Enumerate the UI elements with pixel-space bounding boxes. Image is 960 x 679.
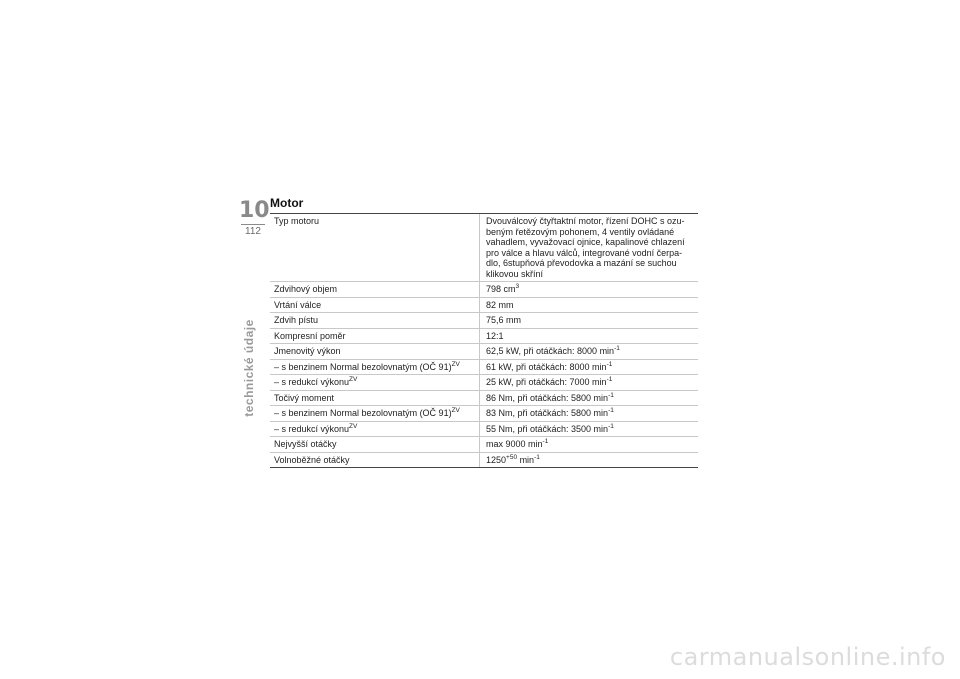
spec-label-text: Volnoběžné otáčky	[274, 454, 350, 465]
spec-row	[270, 214, 698, 282]
spec-label-text: – s benzinem Normal bezolovnatým (OČ 91)	[274, 361, 452, 372]
spec-value-text: 61 kW, při otáčkách: 8000 min	[486, 361, 607, 372]
spec-value	[479, 360, 698, 375]
spec-label	[270, 437, 479, 452]
spec-row	[270, 437, 698, 453]
spec-row	[270, 298, 698, 314]
spec-label	[270, 282, 479, 297]
spec-row	[270, 282, 698, 298]
spec-label-text: – s redukcí výkonu	[274, 423, 350, 434]
spec-value-text: 12:1	[486, 330, 504, 341]
spec-label-superscript: ZV	[349, 376, 358, 383]
spec-label-superscript: ZV	[451, 407, 460, 414]
spec-value	[479, 453, 698, 468]
spec-label	[270, 391, 479, 406]
spec-value-superscript: -1	[608, 391, 614, 399]
spec-label-text: Zdvih pístu	[274, 315, 319, 325]
spec-label-text: Kompresní poměr	[274, 330, 346, 341]
spec-value-text: 798 cm	[486, 284, 516, 294]
spec-value-unit-superscript: -1	[534, 453, 540, 461]
spec-row	[270, 360, 698, 376]
chapter-divider	[241, 224, 265, 225]
spec-value-superscript: -1	[606, 360, 613, 368]
section-title: Motor	[270, 196, 304, 210]
chapter-number: 10	[239, 198, 270, 223]
spec-value-text: 83 Nm, při otáčkách: 5800 min	[486, 408, 609, 418]
spec-row	[270, 406, 698, 422]
spec-label-superscript: ZV	[349, 422, 358, 430]
spec-value-text: 62,5 kW, při otáčkách: 8000 min	[486, 346, 615, 356]
spec-value-superscript: -1	[608, 407, 614, 414]
spec-label-superscript: ZV	[451, 360, 460, 368]
spec-label-text: Jmenovitý výkon	[274, 346, 341, 356]
spec-label-text: Zdvihový objem	[274, 284, 338, 294]
spec-label	[270, 375, 479, 390]
spec-value	[479, 375, 698, 390]
spec-value	[479, 298, 698, 313]
spec-label-text: Točivý moment	[274, 392, 335, 403]
spec-value-superscript: -1	[614, 345, 620, 352]
spec-label-text: – s redukcí výkonu	[274, 377, 350, 387]
spec-value-line: Dvouválcový čtyřtaktní motor, řízení DOHC s ozu-	[486, 216, 685, 226]
spec-row	[270, 329, 698, 345]
spec-value-line: beným řetězovým pohonem, 4 ventily ovládané	[486, 226, 675, 237]
spec-label	[270, 313, 479, 328]
spec-row	[270, 391, 698, 407]
spec-row	[270, 453, 698, 469]
spec-row	[270, 344, 698, 360]
spec-row	[270, 313, 698, 329]
spec-value-line: dlo, 6stupňová převodovka a mazání se suchou	[486, 258, 677, 268]
spec-label	[270, 298, 479, 313]
spec-value-line: klikovou skříní	[486, 268, 544, 279]
spec-value-text: 25 kW, při otáčkách: 7000 min	[486, 377, 607, 387]
spec-row	[270, 375, 698, 391]
spec-label	[270, 360, 479, 375]
spec-value-text: 1250	[486, 454, 507, 465]
spec-value-text: max 9000 min	[486, 439, 543, 449]
spec-value-text: 55 Nm, při otáčkách: 3500 min	[486, 423, 609, 434]
spec-value-text: 82 mm	[486, 299, 514, 310]
spec-value-unit: min	[517, 454, 535, 465]
spec-label-text: Typ motoru	[274, 216, 320, 226]
spec-label	[270, 344, 479, 359]
spec-value-text: 86 Nm, při otáčkách: 5800 min	[486, 392, 609, 403]
spec-value-line: pro válce a hlavu válců, integrované vodní čerpa-	[486, 247, 683, 258]
spec-value-superscript: -1	[608, 422, 614, 430]
spec-row	[270, 422, 698, 438]
spec-value-text: 75,6 mm	[486, 315, 522, 325]
spec-label	[270, 453, 479, 468]
spec-label-text: – s benzinem Normal bezolovnatým (OČ 91)	[274, 408, 452, 418]
spec-value	[479, 313, 698, 328]
spec-value	[479, 391, 698, 406]
spec-table	[270, 213, 698, 468]
spec-value	[479, 329, 698, 344]
page-number: 112	[245, 226, 261, 237]
spec-value	[479, 437, 698, 452]
spec-label	[270, 329, 479, 344]
spec-label	[270, 422, 479, 437]
spec-value	[479, 282, 698, 297]
spec-value-superscript: -1	[606, 376, 613, 383]
spec-label	[270, 406, 479, 421]
spec-label-text: Vrtání válce	[274, 299, 322, 310]
chapter-side-label: technické údaje	[242, 319, 256, 417]
spec-label	[270, 214, 479, 281]
spec-value-superscript: +50	[506, 453, 518, 461]
spec-value-line: vahadlem, vyvažovací ojnice, kapalinové chlazení	[486, 237, 685, 247]
spec-value	[479, 344, 698, 359]
spec-value	[479, 214, 698, 281]
watermark: carmanualsonline.info	[669, 643, 946, 671]
spec-value	[479, 422, 698, 437]
spec-value-superscript: -1	[542, 438, 549, 445]
spec-value	[479, 406, 698, 421]
spec-label-text: Nejvyšší otáčky	[274, 439, 337, 449]
spec-value-superscript: 3	[515, 283, 520, 290]
